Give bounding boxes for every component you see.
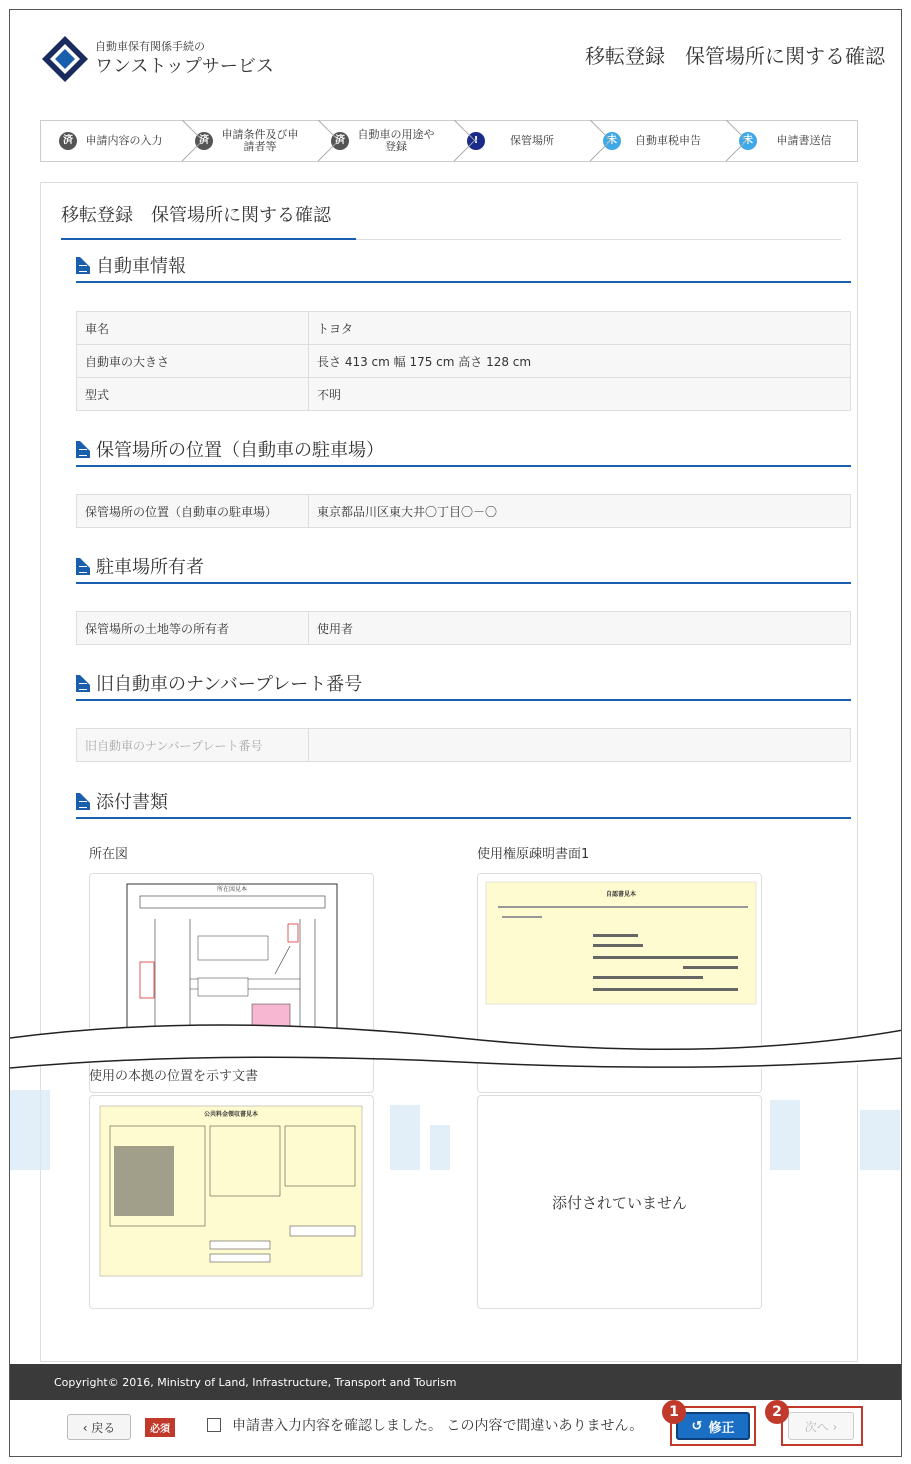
section-title: 保管場所の位置（自動車の駐車場） (96, 440, 384, 461)
table-row (77, 495, 851, 528)
attachment-label: 使用の本拠の位置を示す文書 (89, 1069, 259, 1084)
row-value: トヨタ (309, 312, 851, 345)
row-key: 型式 (77, 378, 309, 411)
callout-badge-1: 1 (662, 1400, 686, 1424)
row-key: 保管場所の土地等の所有者 (77, 612, 309, 645)
row-key: 車名 (77, 312, 309, 345)
table-row (77, 729, 851, 762)
vehicle-table (76, 311, 851, 411)
confirm-checkbox[interactable] (207, 1418, 221, 1432)
section-title: 自動車情報 (96, 256, 186, 277)
section-owner-heading (76, 550, 851, 584)
content-panel (40, 182, 858, 1362)
alert-icon: ! (467, 132, 485, 150)
step-input (41, 121, 177, 161)
progress-steps (40, 120, 858, 162)
callout-badge-2: 2 (765, 1400, 789, 1424)
step-label: 自動車税申告 (635, 134, 701, 147)
done-badge: 済 (195, 132, 213, 150)
brand-small-text: 自動車保有関係手続の (95, 40, 205, 53)
table-row (77, 378, 851, 411)
confirm-label[interactable]: 申請書入力内容を確認しました。 この内容で間違いありません。 (232, 1418, 644, 1434)
document-icon (76, 441, 90, 458)
logo-icon (40, 34, 90, 84)
step-label: 申請条件及び申請者等 (221, 128, 299, 153)
step-label: 保管場所 (510, 134, 554, 147)
owner-table (76, 611, 851, 645)
step-tax (585, 121, 721, 161)
section-plate-heading (76, 667, 851, 701)
consent-thumbnail (478, 874, 763, 1014)
copyright-bar (10, 1364, 902, 1400)
done-badge: 済 (331, 132, 349, 150)
step-parking (449, 121, 585, 161)
city-skyline-background (10, 1070, 902, 1170)
plate-table (76, 728, 851, 762)
title-underline (61, 238, 356, 240)
section-vehicle-heading (76, 249, 851, 283)
step-label: 申請内容の入力 (85, 134, 163, 147)
row-value (309, 729, 851, 762)
undo-icon: ↺ (691, 1418, 703, 1434)
header (10, 10, 901, 110)
page-frame (9, 9, 902, 1457)
step-label: 自動車の用途や登録 (357, 128, 435, 153)
done-badge: 済 (59, 132, 77, 150)
step-conditions (177, 121, 313, 161)
edit-button[interactable] (676, 1412, 750, 1440)
row-value: 長さ 413 cm 幅 175 cm 高さ 128 cm (309, 345, 851, 378)
todo-badge: 未 (603, 132, 621, 150)
row-value: 使用者 (309, 612, 851, 645)
document-icon (76, 793, 90, 810)
attachment-label: 使用権原疎明書面1 (477, 847, 590, 862)
step-usage (313, 121, 449, 161)
back-button[interactable]: ‹ 戻る (67, 1414, 131, 1440)
utility-doc-title: 公共料金領収書見本 (203, 1111, 259, 1118)
section-title: 添付書類 (96, 792, 168, 813)
row-value: 不明 (309, 378, 851, 411)
required-badge: 必須 (145, 1418, 175, 1437)
row-value: 東京都品川区東大井〇丁目〇－〇 (309, 495, 851, 528)
row-key: 自動車の大きさ (77, 345, 309, 378)
action-bar (10, 1400, 902, 1457)
document-icon (76, 257, 90, 274)
map-doc-title: 所在図見本 (216, 886, 248, 893)
empty-message: 添付されていません (551, 1193, 687, 1212)
row-key: 保管場所の位置（自動車の駐車場） (77, 495, 309, 528)
table-row (77, 612, 851, 645)
step-label: 申請書送信 (776, 134, 832, 147)
next-button[interactable]: 次へ › (788, 1412, 854, 1440)
row-key: 旧自動車のナンバープレート番号 (77, 729, 309, 762)
step-submit (721, 121, 857, 161)
panel-title: 移転登録 保管場所に関する確認 (61, 205, 331, 226)
document-icon (76, 558, 90, 575)
section-title: 旧自動車のナンバープレート番号 (96, 674, 363, 695)
document-icon (76, 675, 90, 692)
location-table (76, 494, 851, 528)
attachment-label: 所在図 (89, 847, 129, 862)
consent-doc-title: 自認書見本 (605, 891, 637, 898)
section-title: 駐車場所有者 (96, 557, 204, 578)
todo-badge: 未 (739, 132, 757, 150)
copyright-text: Copyright© 2016, Ministry of Land, Infrastructure, Transport and Tourism (54, 1375, 457, 1389)
table-row (77, 312, 851, 345)
page-title: 移転登録 保管場所に関する確認 (585, 44, 885, 68)
section-location-heading (76, 433, 851, 467)
edit-label: 修正 (708, 1420, 735, 1436)
table-row (77, 345, 851, 378)
section-attachments-heading (76, 785, 851, 819)
brand-name: ワンストップサービス (95, 56, 274, 77)
map-thumbnail (90, 874, 375, 1034)
